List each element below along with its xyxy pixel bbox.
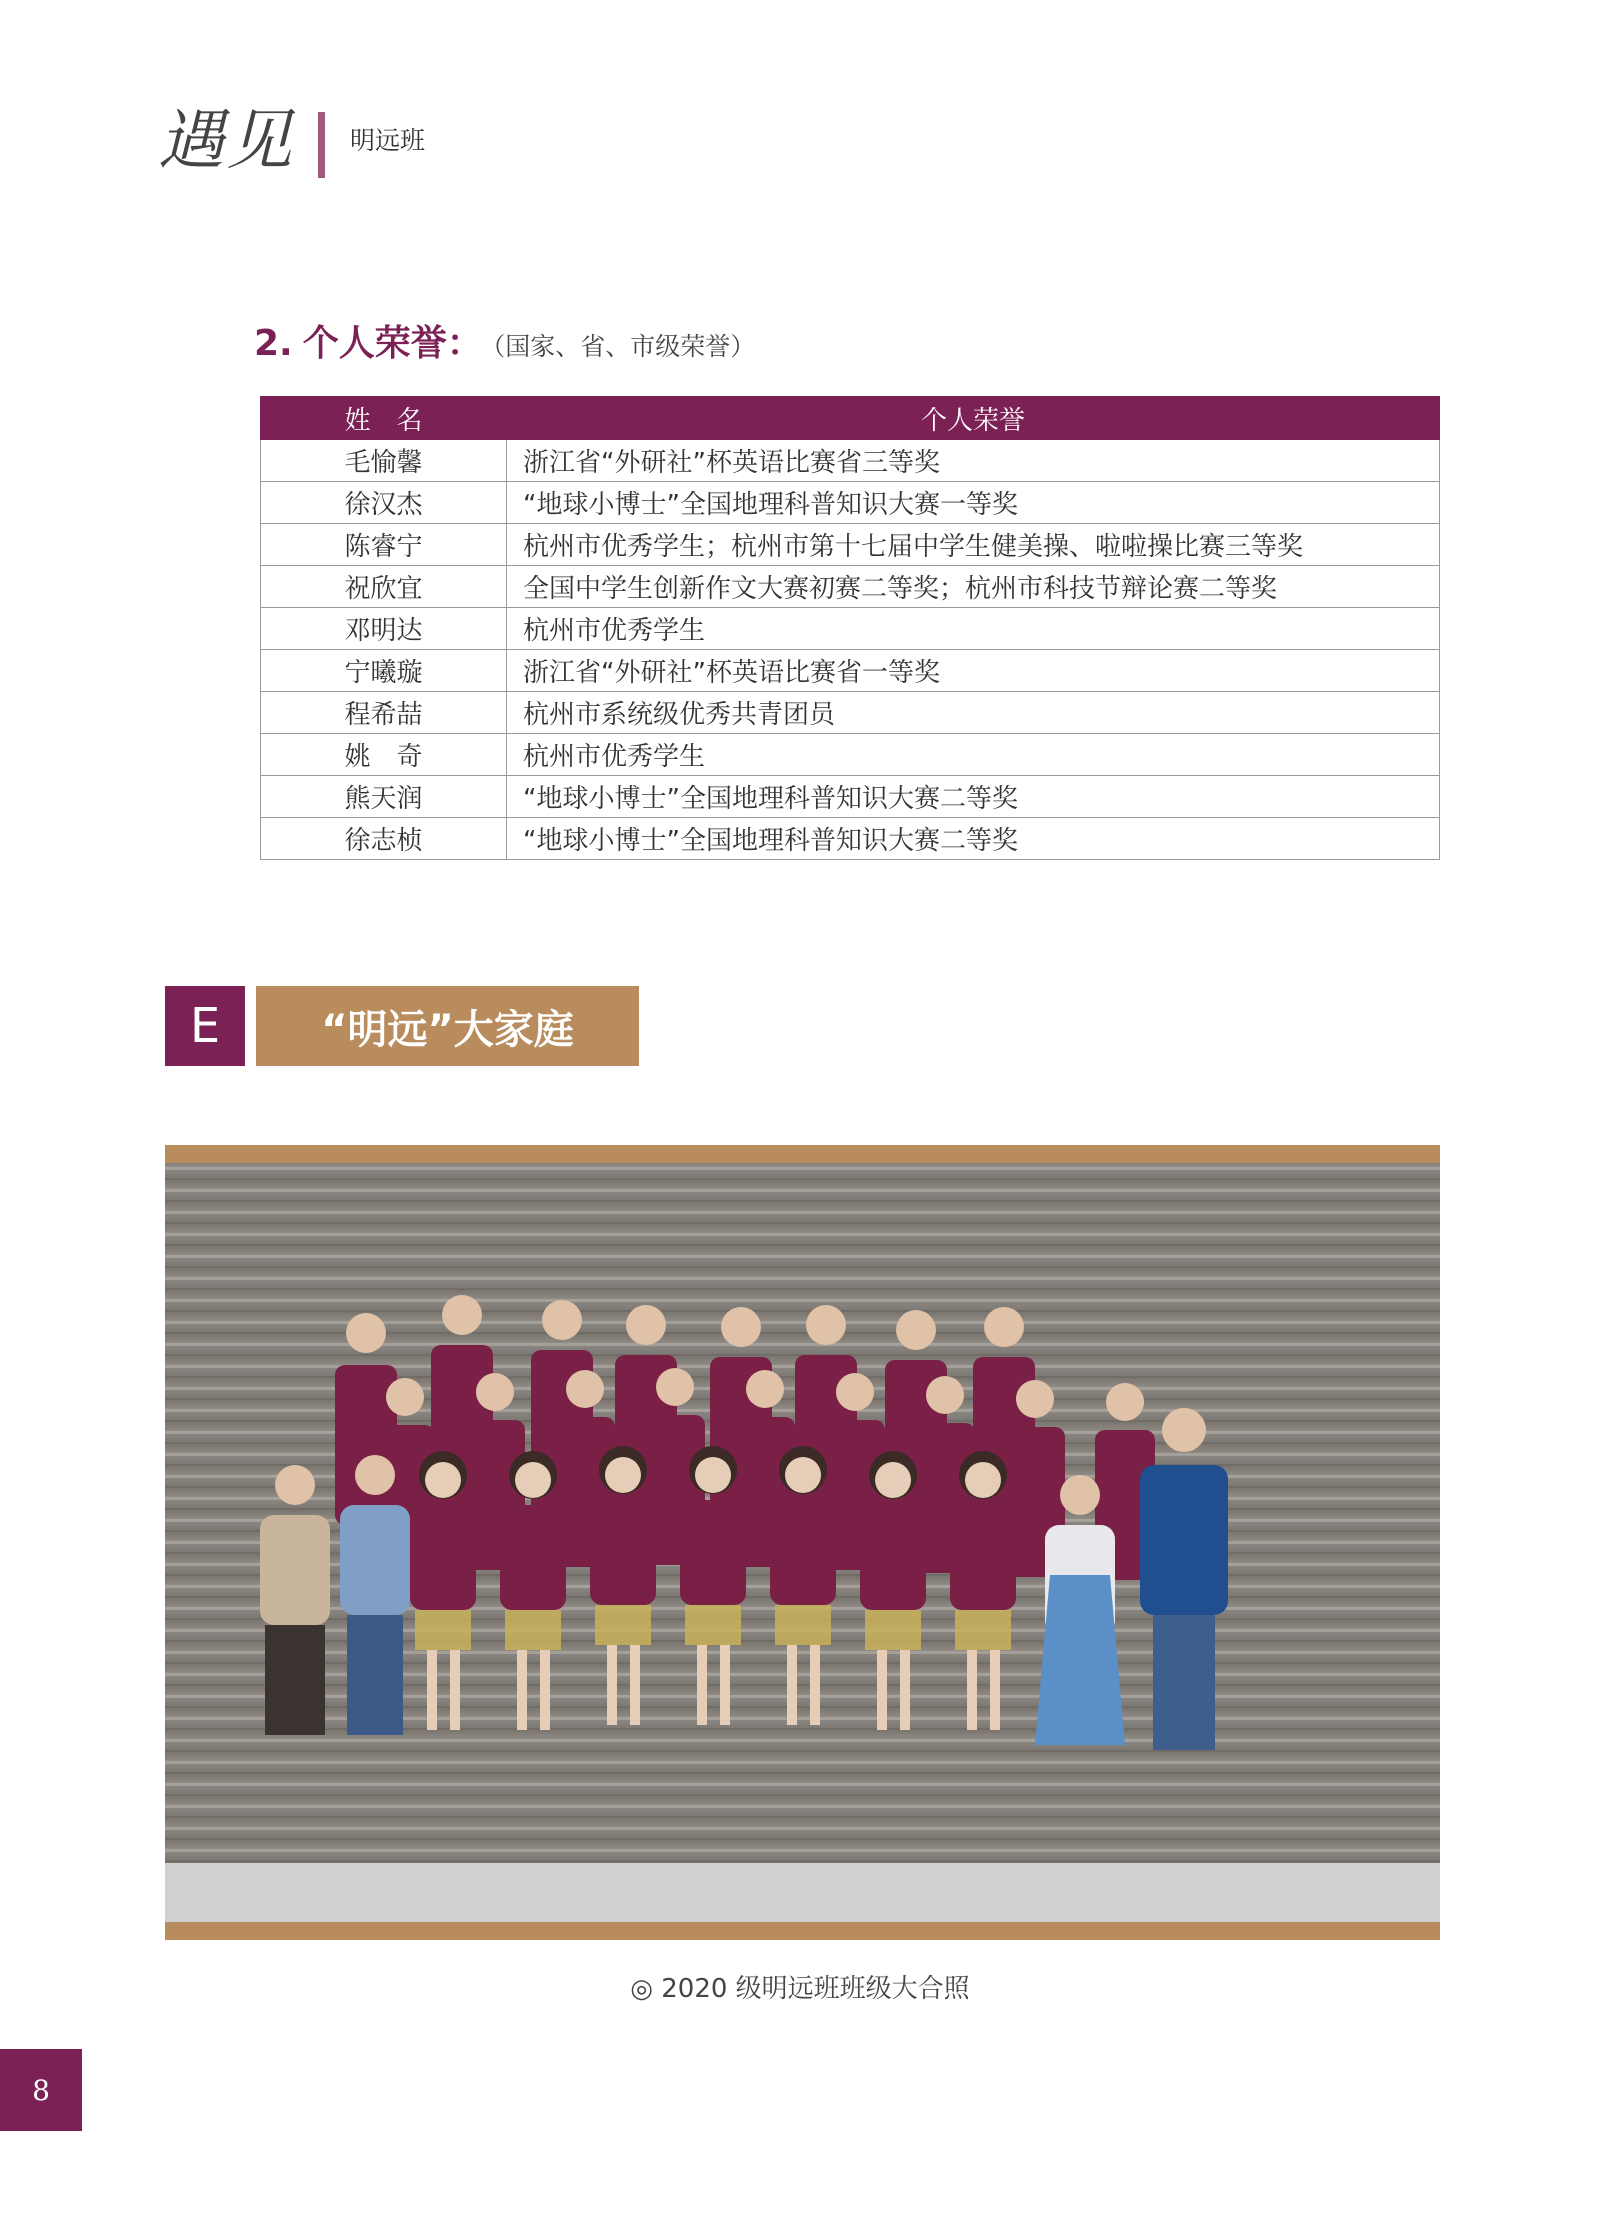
table-row	[261, 524, 1440, 566]
section-title: 个人荣誉：	[302, 323, 483, 364]
student-name: 宁曦璇	[261, 650, 507, 692]
table-row	[261, 650, 1440, 692]
table-row	[261, 566, 1440, 608]
student-honor: 全国中学生创新作文大赛初赛二等奖；杭州市科技节辩论赛二等奖	[507, 566, 1440, 608]
table-row	[261, 440, 1440, 482]
photo-caption: ◎ 2020 级明远班班级大合照	[630, 1974, 970, 2004]
student-name: 熊天润	[261, 776, 507, 818]
student-honor: 杭州市优秀学生	[507, 608, 1440, 650]
student-name: 毛愉馨	[261, 440, 507, 482]
student-honor: “地球小博士”全国地理科普知识大赛二等奖	[507, 776, 1440, 818]
table-header-row	[261, 397, 1440, 440]
section-number: 2.	[254, 323, 293, 364]
student-name: 徐志桢	[261, 818, 507, 860]
page-number: 8	[0, 2049, 82, 2131]
student-name: 姚 奇	[261, 734, 507, 776]
student-honor: “地球小博士”全国地理科普知识大赛二等奖	[507, 818, 1440, 860]
student-name: 祝欣宜	[261, 566, 507, 608]
student-name: 邓明达	[261, 608, 507, 650]
logo: 遇见	[158, 102, 294, 179]
student-honor: 浙江省“外研社”杯英语比赛省一等奖	[507, 650, 1440, 692]
student-honor: 杭州市优秀学生；杭州市第十七届中学生健美操、啦啦操比赛三等奖	[507, 524, 1440, 566]
honor-table	[260, 396, 1440, 860]
section-subtitle: （国家、省、市级荣誉）	[492, 332, 756, 361]
section-heading	[254, 323, 756, 364]
column-header-honor: 个人荣誉	[507, 397, 1440, 440]
table-row	[261, 608, 1440, 650]
student-honor: 杭州市系统级优秀共青团员	[507, 692, 1440, 734]
header-class-name: 明远班	[350, 126, 426, 155]
section-e-title: “明远”大家庭	[256, 986, 639, 1066]
student-name: 陈睿宁	[261, 524, 507, 566]
column-header-name: 姓 名	[261, 397, 507, 440]
group-photo	[165, 1145, 1440, 1940]
student-honor: 浙江省“外研社”杯英语比赛省三等奖	[507, 440, 1440, 482]
student-honor: 杭州市优秀学生	[507, 734, 1440, 776]
section-letter-badge: E	[165, 986, 245, 1066]
table-row	[261, 818, 1440, 860]
student-honor: “地球小博士”全国地理科普知识大赛一等奖	[507, 482, 1440, 524]
student-name: 程希喆	[261, 692, 507, 734]
table-row	[261, 734, 1440, 776]
table-row	[261, 692, 1440, 734]
table-row	[261, 776, 1440, 818]
student-name: 徐汉杰	[261, 482, 507, 524]
table-row	[261, 482, 1440, 524]
header-divider	[318, 112, 325, 178]
